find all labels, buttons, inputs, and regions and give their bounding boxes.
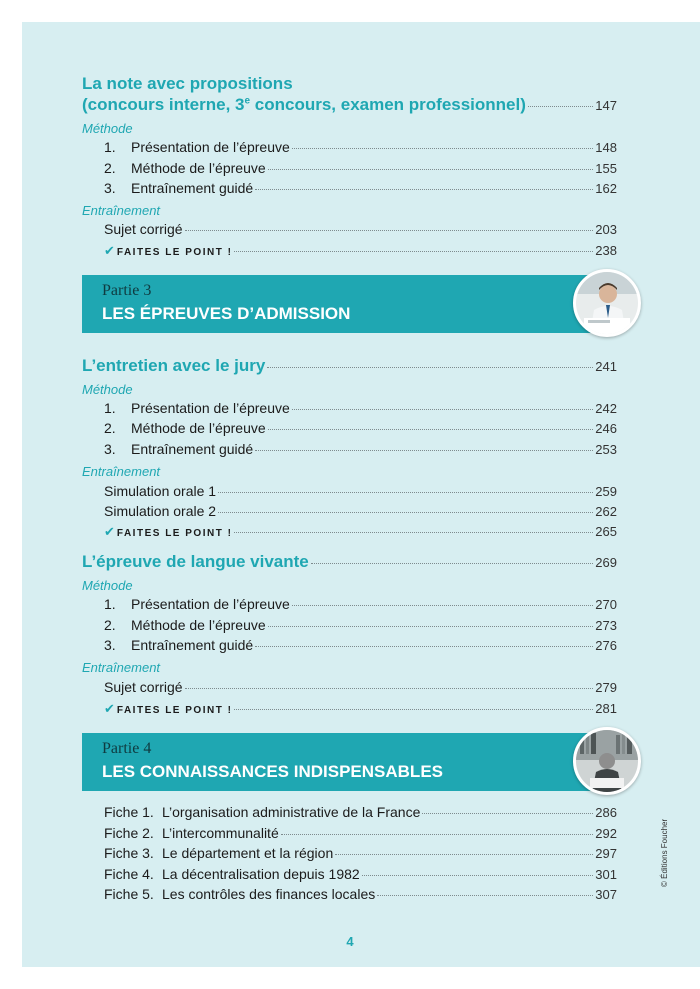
person-reading-photo-icon — [573, 727, 641, 795]
fiche-entry[interactable]: Fiche 3. Le département et la région 297 — [104, 845, 617, 861]
toc-entry[interactable]: Simulation orale 2 262 — [104, 503, 617, 519]
checkmark-icon: ✔ — [104, 524, 115, 539]
chapter-title-line1: La note avec propositions — [82, 74, 293, 93]
toc-entry[interactable]: Simulation orale 1 259 — [104, 483, 617, 499]
toc-entry[interactable]: 1. Présentation de l’épreuve 242 — [104, 400, 617, 416]
copyright-notice: © Éditions Foucher — [660, 818, 669, 887]
toc-entry[interactable]: 2. Méthode de l’épreuve 273 — [104, 617, 617, 633]
toc-entry[interactable]: 3. Entraînement guidé 253 — [104, 441, 617, 457]
chapter-langue-vivante[interactable]: L’épreuve de langue vivante 269 — [82, 552, 617, 571]
section-entrainement: Entraînement — [82, 660, 161, 675]
fiche-entry[interactable]: Fiche 2. L’intercommunalité 292 — [104, 825, 617, 841]
faites-le-point-entry[interactable]: ✔ FAITES LE POINT ! 281 — [104, 701, 617, 716]
partie-label: Partie 3 — [102, 282, 152, 299]
man-at-desk-photo-icon — [573, 269, 641, 337]
fiche-entry[interactable]: Fiche 1. L’organisation administrative de la France 286 — [104, 804, 617, 820]
toc-entry[interactable]: Sujet corrigé 279 — [104, 679, 617, 695]
partie-label: Partie 4 — [102, 740, 152, 757]
checkmark-icon: ✔ — [104, 701, 115, 716]
page — [22, 22, 700, 967]
toc-entry[interactable]: 2. Méthode de l’épreuve 155 — [104, 160, 617, 176]
chapter-note-propositions[interactable]: (concours interne, 3e concours, examen professionnel) 147 — [82, 95, 617, 114]
page-number: 4 — [346, 934, 354, 949]
section-methode: Méthode — [82, 382, 133, 397]
partie-title: LES ÉPREUVES D’ADMISSION — [102, 304, 351, 323]
fiche-entry[interactable]: Fiche 5. Les contrôles des finances locales 307 — [104, 886, 617, 902]
leader-dots — [528, 106, 593, 107]
faites-le-point-entry[interactable]: ✔ FAITES LE POINT ! 265 — [104, 524, 617, 539]
section-entrainement: Entraînement — [82, 203, 161, 218]
fiche-entry[interactable]: Fiche 4. La décentralisation depuis 1982 301 — [104, 866, 617, 882]
section-entrainement: Entraînement — [82, 464, 161, 479]
toc-entry[interactable]: 3. Entraînement guidé 276 — [104, 637, 617, 653]
toc-entry[interactable]: 3. Entraînement guidé 162 — [104, 180, 617, 196]
checkmark-icon: ✔ — [104, 243, 115, 258]
section-methode: Méthode — [82, 121, 133, 136]
toc-entry[interactable]: Sujet corrigé 203 — [104, 221, 617, 237]
partie-3-banner — [82, 275, 610, 333]
section-methode: Méthode — [82, 578, 133, 593]
partie-title: LES CONNAISSANCES INDISPENSABLES — [102, 762, 443, 781]
page-ref: 147 — [595, 98, 617, 113]
partie-4-banner — [82, 733, 610, 791]
toc-entry[interactable]: 1. Présentation de l’épreuve 148 — [104, 139, 617, 155]
toc-entry[interactable]: 1. Présentation de l’épreuve 270 — [104, 596, 617, 612]
chapter-entretien[interactable]: L’entretien avec le jury 241 — [82, 356, 617, 375]
toc-entry[interactable]: 2. Méthode de l’épreuve 246 — [104, 420, 617, 436]
faites-le-point-entry[interactable]: ✔ FAITES LE POINT ! 238 — [104, 243, 617, 258]
